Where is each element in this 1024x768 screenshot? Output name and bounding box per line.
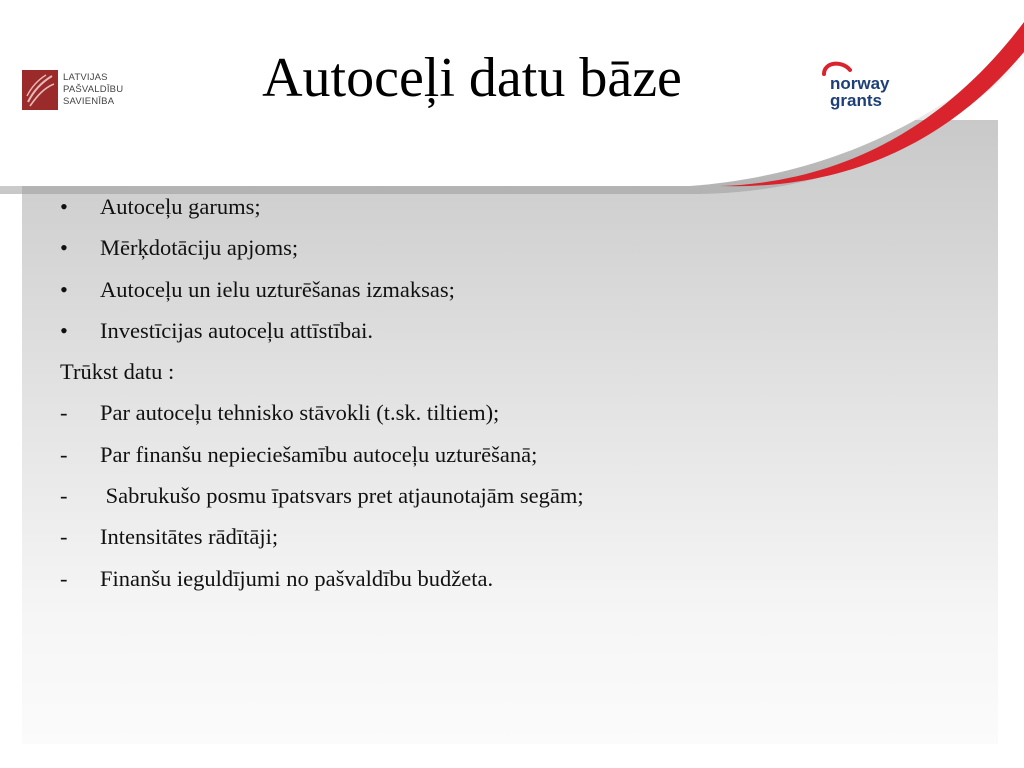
bullet-text: Autoceļu un ielu uzturēšanas izmaksas;	[100, 276, 455, 302]
missing-item-text: Intensitātes rādītāji;	[100, 524, 279, 550]
page-title: Autoceļi datu bāze	[262, 47, 682, 109]
missing-item	[60, 558, 960, 599]
missing-item	[60, 392, 960, 433]
lps-logo-text: LATVIJAS PAŠVALDĪBU SAVIENĪBA	[63, 72, 124, 107]
missing-item-text: Sabrukušo posmu īpatsvars pret atjaunotajām segām;	[100, 483, 584, 509]
missing-data-heading: Trūkst datu :	[60, 359, 175, 385]
bullet-marker: •	[60, 317, 68, 343]
bullet-text: Mērķdotāciju apjoms;	[100, 235, 299, 261]
missing-item	[60, 434, 960, 475]
dash-marker: -	[60, 400, 68, 426]
missing-item-text: Par finanšu nepieciešamību autoceļu uzturēšanā;	[100, 441, 538, 467]
missing-item	[60, 475, 960, 516]
bullet-marker: •	[60, 235, 68, 261]
dash-marker: -	[60, 441, 68, 467]
dash-marker: -	[60, 524, 68, 550]
bullet-item	[60, 227, 960, 268]
dash-marker: -	[60, 565, 68, 591]
slide-content	[60, 186, 960, 599]
bullet-text: Autoceļu garums;	[100, 194, 261, 219]
norway-grants-line1: norway	[830, 74, 890, 93]
bullet-item	[60, 310, 960, 351]
norway-grants-line2: grants	[830, 91, 882, 110]
norway-grants-logo	[820, 58, 900, 114]
missing-item-text: Par autoceļu tehnisko stāvokli (t.sk. tiltiem);	[100, 400, 500, 426]
missing-item	[60, 516, 960, 557]
bullet-text: Investīcijas autoceļu attīstībai.	[100, 317, 374, 343]
bullet-marker: •	[60, 276, 68, 302]
bullet-marker: •	[60, 194, 68, 219]
bullet-item	[60, 269, 960, 310]
bullet-item	[60, 186, 960, 227]
missing-item-text: Finanšu ieguldījumi no pašvaldību budžeta.	[100, 565, 494, 591]
dash-marker: -	[60, 483, 68, 509]
